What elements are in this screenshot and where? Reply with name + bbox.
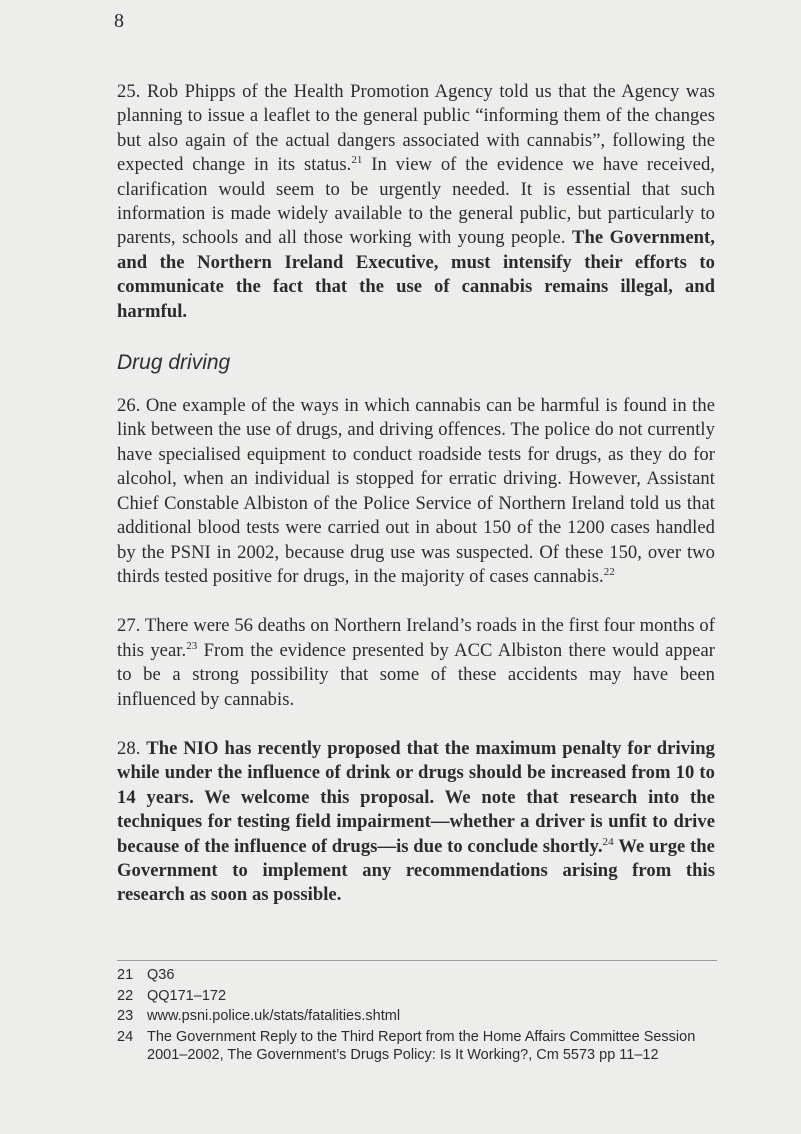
footnote-number: 23 xyxy=(117,1008,134,1025)
paragraph-number: 25. xyxy=(117,81,141,102)
footnote-number: 21 xyxy=(117,967,134,983)
footnotes xyxy=(117,966,717,1067)
footnote-link[interactable]: www.psni.police.uk/stats/fatalities.shtml xyxy=(147,1008,401,1025)
footnote-text: Q36 xyxy=(147,967,175,983)
report-body xyxy=(117,80,715,933)
paragraph-text: From the evidence presented by ACC Albiston there would appear to be a strong possibility that some of these accidents may have been influenced by cannabis. xyxy=(117,639,715,710)
paragraph-text: In view of the evidence we have received, clarification would seem to be urgently needed. It is essential that such information is made widely available to the general public, but particularly to parents, schools and all those working with young people. xyxy=(117,154,715,249)
footnote-item xyxy=(117,987,717,1006)
footnote-text: The Government Reply to the Third Report from the Home Affairs Committee Session 2001–2002, The Government’s Drugs Policy: Is It Working?, Cm 5573 pp 11–12 xyxy=(147,1028,696,1064)
footnote-ref: 24 xyxy=(602,835,614,848)
footnote-ref: 23 xyxy=(186,639,198,652)
paragraph-text: There were 56 deaths on Northern Ireland’s roads in the first four months of this year. xyxy=(117,615,715,661)
recommendation-text: The Government, and the Northern Ireland Executive, must intensify their efforts to communicate the fact that the use of cannabis remains illegal, and harmful. xyxy=(117,227,715,322)
page-number: 8 xyxy=(114,10,124,32)
recommendation-text: The NIO has recently proposed that the maximum penalty for driving while under the influence of drink or drugs should be increased from 10 to 14 years. We welcome this proposal. We note that research into the techniques for testing field impairment—whether a driver is unfit to drive because of the influence of drugs—is due to conclude shortly. xyxy=(117,737,715,857)
footnote-divider xyxy=(117,960,717,961)
paragraph-number: 26. xyxy=(117,395,141,417)
paragraph-text: One example of the ways in which cannabis can be harmful is found in the link between the use of drugs, and driving offences. The police do not currently have specialised equipment to conduct roadside tests for drugs, as they do for alcohol, when an individual is stopped for erratic driving. However, Assistant Chief Constable Albiston of the Police Service of Northern Ireland told us that additional blood tests were carried out in about 150 of the 1200 cases handled by the PSNI in 2002, because drug use was suspected. Of these 150, over two thirds tested positive for drugs, in the majority of cases cannabis. xyxy=(117,395,715,587)
paragraph-26 xyxy=(117,394,715,589)
paragraph-number: 28. xyxy=(117,737,141,759)
footnote-text: QQ171–172 xyxy=(147,987,227,1004)
footnote-ref: 22 xyxy=(603,565,615,578)
paragraph-27 xyxy=(117,614,715,712)
paragraph-28 xyxy=(117,737,715,908)
footnote-item xyxy=(117,1028,717,1065)
footnote-item xyxy=(117,966,717,985)
paragraph-number: 27. xyxy=(117,615,141,637)
footnote-item xyxy=(117,1007,717,1026)
recommendation-text: We urge the Government to implement any recommendations arising from this research as soon as possible. xyxy=(117,835,715,906)
paragraph-text: Rob Phipps of the Health Promotion Agency told us that the Agency was planning to issue a leaflet to the general public “informing them of the changes but also again of the actual dangers associated with cannabis”, following the expected change in its status. xyxy=(117,81,715,176)
paragraph-25 xyxy=(117,80,715,324)
section-heading-drug-driving: Drug driving xyxy=(117,351,231,375)
footnote-number: 22 xyxy=(117,987,134,1004)
footnote-ref: 21 xyxy=(351,154,363,167)
footnote-number: 24 xyxy=(117,1028,134,1045)
